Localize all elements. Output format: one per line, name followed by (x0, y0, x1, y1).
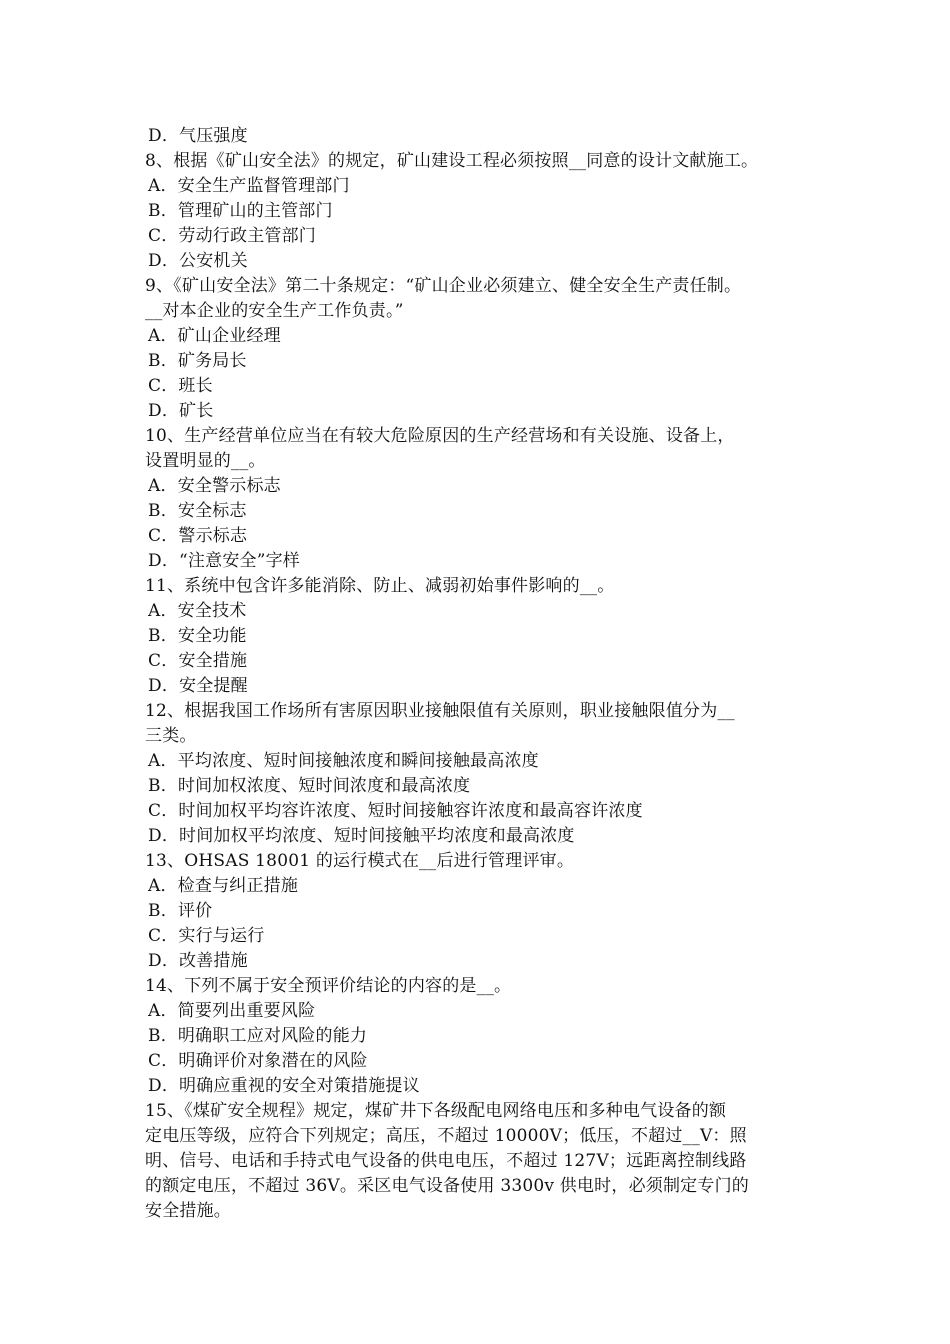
answer-option: C．班长 (148, 376, 213, 396)
question-text: 三类。 (145, 726, 197, 746)
question-text: __对本企业的安全生产工作负责。” (145, 301, 404, 321)
answer-option: A．安全警示标志 (148, 476, 281, 496)
answer-option: D．改善措施 (148, 951, 248, 971)
question-text: 12、根据我国工作场所有害原因职业接触限值有关原则，职业接触限值分为__ (145, 701, 735, 721)
question-text: 定电压等级，应符合下列规定；高压，不超过 10000V；低压，不超过__V：照 (145, 1126, 747, 1146)
answer-option: D．公安机关 (148, 251, 248, 271)
answer-option: B．安全标志 (148, 501, 247, 521)
answer-option: A．安全技术 (148, 601, 247, 621)
answer-option: D．安全提醒 (148, 676, 248, 696)
question-text: 15、《煤矿安全规程》规定，煤矿井下各级配电网络电压和多种电气设备的额 (145, 1101, 727, 1121)
answer-option: D．气压强度 (148, 126, 248, 146)
answer-option: A．检查与纠正措施 (148, 876, 299, 896)
answer-option: B．评价 (148, 901, 213, 921)
answer-option: C．警示标志 (148, 526, 248, 546)
question-text: 10、生产经营单位应当在有较大危险原因的生产经营场和有关设施、设备上， (145, 426, 735, 446)
answer-option: B．时间加权浓度、短时间浓度和最高浓度 (148, 776, 471, 796)
question-text: 14、下列不属于安全预评价结论的内容的是__。 (145, 976, 512, 996)
question-text: 设置明显的__。 (145, 451, 266, 471)
answer-option: D．时间加权平均浓度、短时间接触平均浓度和最高浓度 (148, 826, 575, 846)
answer-option: B．明确职工应对风险的能力 (148, 1026, 368, 1046)
answer-option: B．安全功能 (148, 626, 247, 646)
question-text: 的额定电压，不超过 36V。采区电气设备使用 3300v 供电时，必须制定专门的 (145, 1176, 749, 1196)
document-page (145, 124, 810, 1224)
question-text: 9、《矿山安全法》第二十条规定：“矿山企业必须建立、健全安全生产责任制。 (145, 276, 742, 296)
answer-option: C．明确评价对象潜在的风险 (148, 1051, 368, 1071)
answer-option: A．矿山企业经理 (148, 326, 281, 346)
answer-option: A．简要列出重要风险 (148, 1001, 316, 1021)
question-text: 8、根据《矿山安全法》的规定，矿山建设工程必须按照__同意的设计文献施工。 (145, 151, 759, 171)
answer-option: D．“注意安全”字样 (148, 551, 301, 571)
answer-option: A．平均浓度、短时间接触浓度和瞬间接触最高浓度 (148, 751, 539, 771)
question-text: 明、信号、电话和手持式电气设备的供电电压，不超过 127V；远距离控制线路 (145, 1151, 747, 1171)
answer-option: B．矿务局长 (148, 351, 247, 371)
answer-option: C．时间加权平均容许浓度、短时间接触容许浓度和最高容许浓度 (148, 801, 643, 821)
answer-option: C．安全措施 (148, 651, 248, 671)
answer-option: D．矿长 (148, 401, 214, 421)
answer-option: C．实行与运行 (148, 926, 265, 946)
answer-option: B．管理矿山的主管部门 (148, 201, 333, 221)
question-text: 安全措施。 (145, 1201, 231, 1221)
question-text: 11、系统中包含许多能消除、防止、减弱初始事件影响的__。 (145, 576, 615, 596)
answer-option: A．安全生产监督管理部门 (148, 176, 350, 196)
question-text: 13、OHSAS 18001 的运行模式在__后进行管理评审。 (145, 851, 575, 871)
answer-option: C．劳动行政主管部门 (148, 226, 317, 246)
answer-option: D．明确应重视的安全对策措施提议 (148, 1076, 420, 1096)
